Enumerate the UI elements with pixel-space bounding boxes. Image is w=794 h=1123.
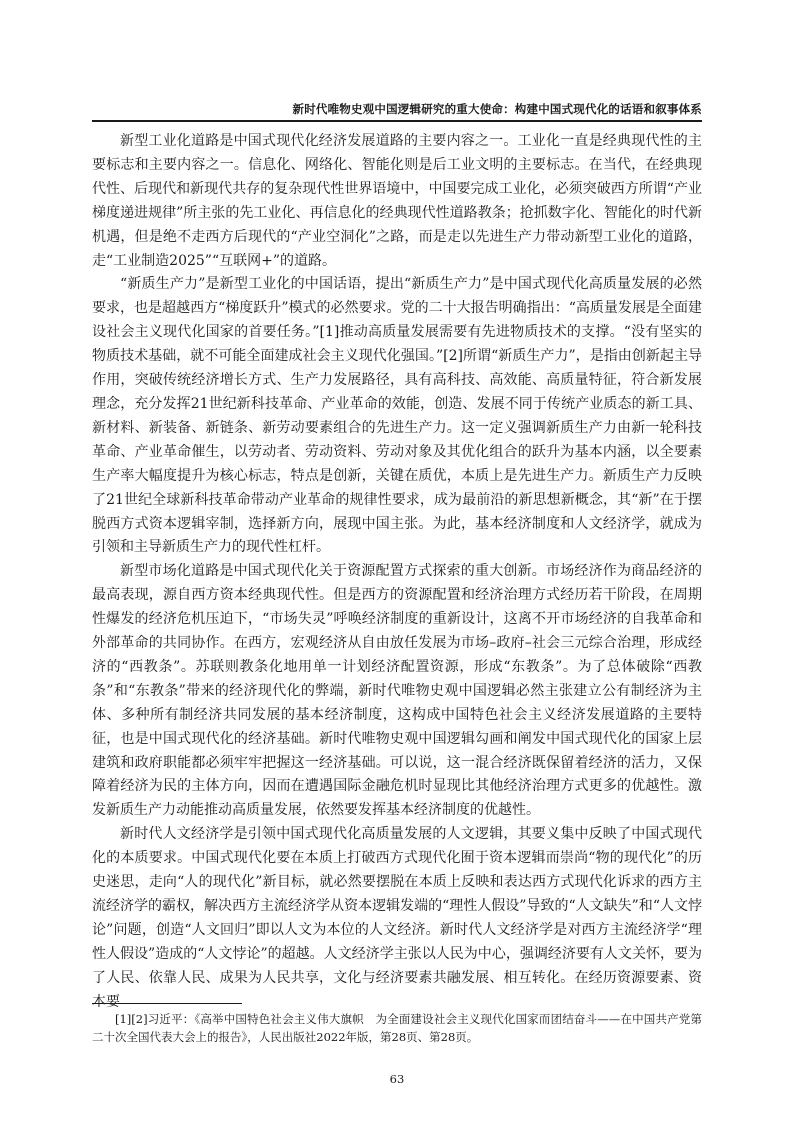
body-text — [92, 130, 702, 1015]
running-header: 新时代唯物史观中国逻辑研究的重大使命：构建中国式现代化的话语和叙事体系 — [292, 102, 702, 116]
header-rule — [92, 120, 702, 122]
page-number: 63 — [389, 1072, 405, 1086]
footnote-rule — [92, 1003, 242, 1004]
footnote: [1][2]习近平：《高举中国特色社会主义伟大旗帜 为全面建设社会主义现代化国家而团结奋斗——在中国共产党第二十次全国代表大会上的报告》，人民出版社2022年版，第28页、第28页。 — [92, 1012, 702, 1044]
paragraph-new-quality-productivity: “新质生产力”是新型工业化的中国话语，提出“新质生产力”是中国式现代化高质量发展的必然要求，也是超越西方“梯度跃升”模式的必然要求。党的二十大报告明确指出：“高质量发展是全面建设社会主义现代化国家的首要任务。”[1]推动高质量发展需要有先进物质技术的支撑。“没有坚实的物质技术基础，就不可能全面建成社会主义现代化强国。”[2]所谓“新质生产力”，是指由创新起主导作用，突破传统经济增长方式、生产力发展路径，具有高科技、高效能、高质量特征，符合新发展理念，充分发挥21世纪新科技革命、产业革命的效能，创造、发展不同于传统产业质态的新工具、新材料、新装备、新链条、新劳动要素组合的先进生产力。这一定义强调新质生产力由新一轮科技革命、产业革命催生，以劳动者、劳动资料、劳动对象及其优化组合的跃升为基本内涵，以全要素生产率大幅度提升为核心标志，特点是创新，关键在质优，本质上是先进生产力。新质生产力反映了21世纪全球新科技革命带动产业革命的规律性要求，成为最前沿的新思想新概念，其“新”在于摆脱西方式资本逻辑宰制，选择新方向，展现中国主张。为此，基本经济制度和人文经济学，就成为引领和主导新质生产力的现代性杠杆。 — [92, 276, 702, 556]
paragraph-humanistic-economics: 新时代人文经济学是引领中国式现代化高质量发展的人文逻辑，其要义集中反映了中国式现代化的本质要求。中国式现代化要在本质上打破西方式现代化囿于资本逻辑而崇尚“物的现代化”的历史迷思，走向“人的现代化”新目标，就必然要摆脱在本质上反映和表达西方式现代化诉求的西方主流经济学的霸权，解决西方主流经济学从资本逻辑发端的“理性人假设”导致的“人文缺失”和“人文悖论”问题，创造“人文回归”即以人文为本位的人文经济。新时代人文经济学是对西方主流经济学“理性人假设”造成的“人文悖论”的超越。人文经济学主张以人民为中心，强调经济要有人文关怀，要为了人民、依靠人民、成果为人民共享，文化与经济要素共融发展、相互转化。在经历资源要素、资本要 — [92, 826, 702, 1010]
paragraph-new-marketization: 新型市场化道路是中国式现代化关于资源配置方式探索的重大创新。市场经济作为商品经济的最高表现，源自西方资本经典现代性。但是西方的资源配置和经济治理方式经历若干阶段，在周期性爆发的经济危机压迫下，“市场失灵”呼唤经济制度的重新设计，这离不开市场经济的自我革命和外部革命的共同协作。在西方，宏观经济从自由放任发展为市场–政府–社会三元综合治理，形成经济的“西教条”。苏联则教条化地用单一计划经济配置资源，形成“东教条”。为了总体破除“西教条”和“东教条”带来的经济现代化的弊端，新时代唯物史观中国逻辑必然主张建立公有制经济为主体、多种所有制经济共同发展的基本经济制度，这构成中国特色社会主义经济发展道路的主要特征，也是中国式现代化的经济基础。新时代唯物史观中国逻辑勾画和阐发中国式现代化的国家上层建筑和政府职能都必须牢牢把握这一经济基础。可以说，这一混合经济既保留着经济的活力，又保障着经济为民的主体方向，因而在遭遇国际金融危机时显现比其他经济治理方式更多的优越性。激发新质生产力动能推动高质量发展，依然要发挥基本经济制度的优越性。 — [92, 563, 702, 819]
paragraph-new-industrialization: 新型工业化道路是中国式现代化经济发展道路的主要内容之一。工业化一直是经典现代性的主要标志和主要内容之一。信息化、网络化、智能化则是后工业文明的主要标志。在当代，在经典现代性、后现代和新现代共存的复杂现代性世界语境中，中国要完成工业化，必须突破西方所谓“产业梯度递进规律”所主张的先工业化、再信息化的经典现代性道路教条；抢抓数字化、智能化的时代新机遇，但是绝不走西方后现代的“产业空洞化”之路，而是走以先进生产力带动新型工业化的道路，走“工业制造2025”“互联网+”的道路。 — [92, 133, 702, 269]
